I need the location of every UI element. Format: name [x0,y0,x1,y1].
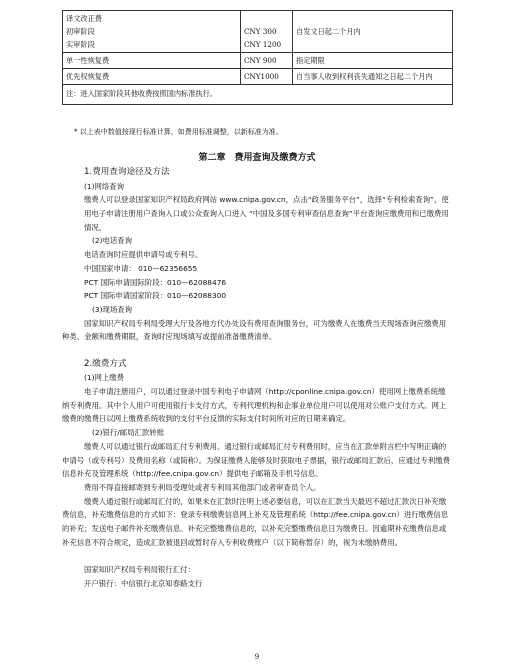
section-heading: 2.缴费方式 [84,358,127,369]
fee-amount: CNY 900 [244,56,277,65]
fee-name: 单一性恢复费 [66,56,110,65]
paragraph: 电话查询时应提供申请号或专利号。 [84,250,203,260]
fee-deadline-cell [293,11,453,53]
fee-amount-cell [241,11,293,53]
fee-name: 译文改正费 [66,14,102,23]
account-bank: 开户银行：中信银行北京知春路支行 [84,578,203,588]
table-row [63,11,453,53]
paragraph: 电子申请注册用户，可以通过登录中国专利电子申请网（http://cponline.cnipa.gov.cn）使用网上缴费系统缴纳专利费用。其中个人用户可使用银行卡支付方式，专利代理机构和企事业单位用户可以使用对公账户支付方式。网上缴费的缴费日以网上缴费系统收到的支付平台反馈的实际支付时间所对应的日期来确定。 [62,387,447,424]
table-row [63,53,453,69]
account-title: 国家知识产权局专利局银行汇付： [84,565,195,575]
chapter-title: 第二章 费用查询及缴费方式 [198,153,316,163]
main-text [62,166,452,591]
fee-name: 优先权恢复费 [66,72,110,81]
page-number: 9 [254,653,260,661]
subsection-heading: (3)现场查询 [92,304,133,314]
subsection-heading: (1)网络查询 [84,181,125,191]
table-footnote: * 以上表中数值按现行标准计算，如费用标准调整，以新标准为准。 [74,128,283,136]
table-note: 注：进入国家阶段其他收费按照国内标准执行。 [66,89,217,98]
subsection-heading: (2)电话查询 [92,236,133,246]
fee-stage: 实审阶段 [66,40,95,49]
fee-deadline: 指定期限 [296,56,325,65]
paragraph: 缴费人可以登录国家知识产权局政府网站 www.cnipa.gov.cn，点击“政务服务平台”，选择“专利检索查询”，使用电子申请注册用户查询入口或公众查询入口进入 “中国及多国专利审查信息查询”平台查询应缴费用和已缴费用情况。 [84,195,449,232]
fee-amount: CNY 300 [244,27,277,36]
fee-stage: 初审阶段 [66,27,95,36]
fee-amount: CNY 1200 [244,40,282,49]
fee-amount: CNY1000 [244,72,279,81]
paragraph: 费用不得直接邮寄到专利局受理处或者专利局其他部门或者审查员个人。 [84,482,321,492]
fee-table [62,10,453,105]
subsection-heading: (1)网上缴费 [84,373,125,383]
subsection-heading: (2)银行/邮局汇款转账 [92,428,165,438]
fee-name-cell [63,11,241,53]
paragraph: 缴费人可以通过银行或邮局汇付专利费用。通过银行或邮局汇付专利费用时，应当在汇款单附言栏中写明正确的申请号（或专利号）及费用名称（或简称）。为保证缴费人能够及时获取电子票据，银行或邮局汇款后，应通过专利缴费信息补充及管理系统（http://fee.cnipa.gov.cn）提供电子邮箱及手机号信息。 [62,441,451,479]
phone-line: PCT 国际申请国家阶段：010—62088300 [84,291,227,301]
section-heading: 1.费用查询途径及方法 [84,167,170,177]
phone-line: PCT 国际申请国际阶段：010—62088476 [84,277,227,287]
fee-deadline: 自当事人收到权利丧失通知之日起二个月内 [296,71,433,81]
paragraph: 国家知识产权局专利局受理大厅及各地方代办处设有费用查询服务台，可为缴费人在缴费当天现场查询应缴费用种类、金额和缴费期限，查询时应现场填写或提前准备缴费清单。 [62,318,447,342]
paragraph: 缴费人通过银行或邮局汇付的，如果未在汇款时注明上述必要信息，可以在汇款当天最迟不超过汇款次日补充缴费信息，补充缴费信息的方式如下：登录专利缴费信息网上补充及管理系统（http://fee.cnipa.gov.cn）进行缴费信息的补充；发送电子邮件补充缴费信息。补充完整缴费信息的，以补充完整缴费信息日为缴费日。因逾期补充缴费信息或补充信息不符合规定，造成汇款被退回或暂时存入专利收费账户（以下简称暂存）的，视为未缴纳费用。 [62,496,449,547]
phone-line: 中国国家申请： 010—62356655 [84,263,198,273]
fee-deadline: 自发文日起二个月内 [296,27,361,36]
table-row [63,85,453,105]
table-row [63,69,453,85]
